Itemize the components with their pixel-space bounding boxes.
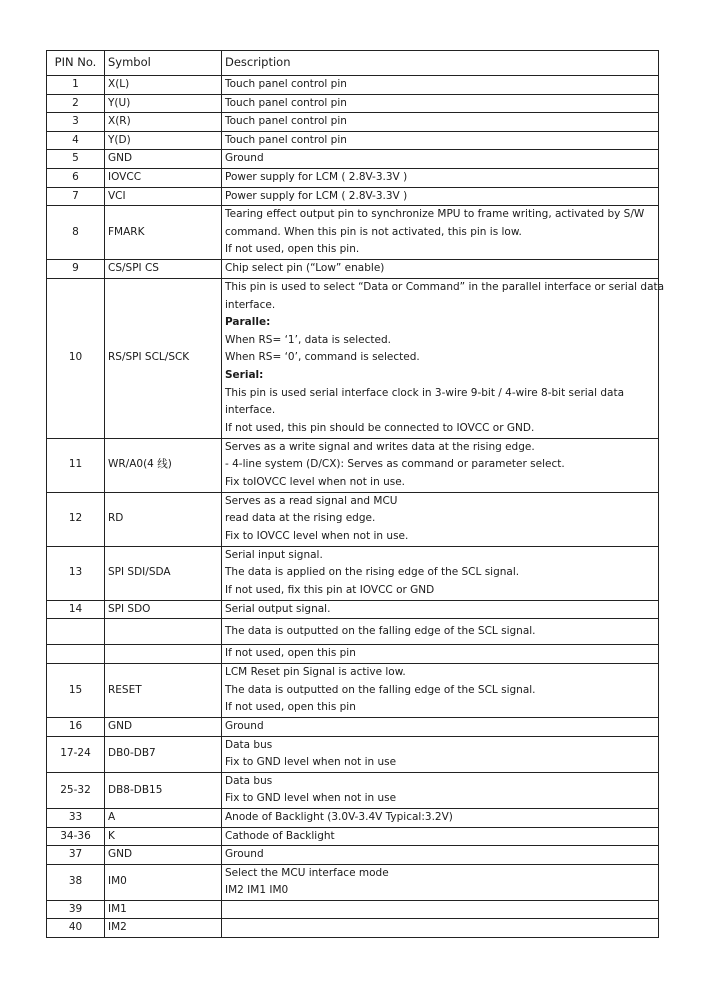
pin-number-cell: 40	[47, 919, 105, 938]
description-cell	[222, 919, 659, 938]
symbol-cell: RD	[105, 492, 222, 546]
symbol-cell: X(L)	[105, 76, 222, 95]
symbol-cell: Y(D)	[105, 131, 222, 150]
description-cell	[222, 76, 659, 95]
description-line: If not used, open this pin	[225, 701, 356, 714]
description-subheading: Paralle:	[225, 316, 271, 329]
description-line: This pin is used to select “Data or Command” in the parallel interface or serial data	[225, 281, 665, 294]
pin-definition-table	[46, 50, 665, 938]
pin-number-cell: 33	[47, 808, 105, 827]
symbol-cell: Y(U)	[105, 94, 222, 113]
symbol-cell: IM2	[105, 919, 222, 938]
table-row	[47, 438, 659, 492]
symbol-cell: K	[105, 827, 222, 846]
description-cell	[222, 187, 659, 206]
table-row	[47, 76, 659, 95]
description-line: IM2 IM1 IM0	[225, 884, 289, 897]
symbol-cell	[105, 619, 222, 645]
pin-number-cell: 8	[47, 206, 105, 260]
symbol-cell: RESET	[105, 663, 222, 717]
symbol-cell: CS/SPI CS	[105, 260, 222, 279]
description-line: Ground	[225, 152, 264, 165]
description-line: read data at the rising edge.	[225, 512, 376, 525]
description-line: This pin is used serial interface clock in 3-wire 9-bit / 4-wire 8-bit serial data	[225, 386, 625, 399]
table-row	[47, 206, 659, 260]
description-cell	[222, 827, 659, 846]
description-line: Data bus	[225, 774, 273, 787]
header-symbol: Symbol	[105, 51, 222, 76]
table-header-row	[47, 51, 659, 76]
pin-number-cell: 16	[47, 717, 105, 736]
description-line: Fix to GND level when not in use	[225, 756, 397, 769]
symbol-cell: X(R)	[105, 113, 222, 132]
pin-number-cell: 37	[47, 846, 105, 865]
pin-number-cell: 34-36	[47, 827, 105, 846]
description-line: - 4-line system (D/CX): Serves as command or parameter select.	[225, 458, 565, 471]
pin-number-cell: 1	[47, 76, 105, 95]
description-line: Anode of Backlight (3.0V-3.4V Typical:3.2V)	[225, 810, 453, 823]
description-line: If not used, open this pin	[225, 647, 356, 660]
pin-number-cell: 2	[47, 94, 105, 113]
pin-number-cell: 25-32	[47, 772, 105, 808]
table-row	[47, 736, 659, 772]
description-cell	[222, 864, 659, 900]
description-line: Touch panel control pin	[225, 96, 347, 109]
table-row	[47, 846, 659, 865]
pin-number-cell: 12	[47, 492, 105, 546]
table-row	[47, 94, 659, 113]
description-line: The data is applied on the rising edge of the SCL signal.	[225, 566, 520, 579]
table-row	[47, 919, 659, 938]
table-row	[47, 187, 659, 206]
description-cell	[222, 546, 659, 600]
description-cell	[222, 150, 659, 169]
description-line: Fix to IOVCC level when not in use.	[225, 530, 409, 543]
table-row	[47, 827, 659, 846]
description-line: Select the MCU interface mode	[225, 866, 389, 879]
symbol-cell: GND	[105, 150, 222, 169]
table-row	[47, 645, 659, 664]
pin-number-cell: 13	[47, 546, 105, 600]
description-cell	[222, 846, 659, 865]
description-cell	[222, 260, 659, 279]
description-cell	[222, 94, 659, 113]
description-line: Chip select pin (“Low” enable)	[225, 262, 385, 275]
pin-number-cell: 15	[47, 663, 105, 717]
header-pin-no: PIN No.	[47, 51, 105, 76]
pin-number-cell: 38	[47, 864, 105, 900]
description-line: interface.	[225, 404, 276, 417]
table-row	[47, 600, 659, 619]
pin-number-cell: 7	[47, 187, 105, 206]
table-row	[47, 131, 659, 150]
symbol-cell: VCI	[105, 187, 222, 206]
description-line: Ground	[225, 848, 264, 861]
description-cell	[222, 206, 659, 260]
table-row	[47, 278, 659, 438]
symbol-cell: GND	[105, 717, 222, 736]
description-cell	[222, 438, 659, 492]
table-row	[47, 900, 659, 919]
pin-number-cell: 5	[47, 150, 105, 169]
table-row	[47, 717, 659, 736]
symbol-cell: IM1	[105, 900, 222, 919]
pin-number-cell	[47, 645, 105, 664]
pin-number-cell: 3	[47, 113, 105, 132]
pin-number-cell: 10	[47, 278, 105, 438]
description-cell	[222, 492, 659, 546]
description-cell	[222, 900, 659, 919]
description-line: Serial output signal.	[225, 602, 331, 615]
table-row	[47, 546, 659, 600]
symbol-cell: A	[105, 808, 222, 827]
symbol-cell: IM0	[105, 864, 222, 900]
description-line: Fix to GND level when not in use	[225, 792, 397, 805]
description-line: If not used, fix this pin at IOVCC or GND	[225, 584, 435, 597]
description-line: When RS= ‘1’, data is selected.	[225, 333, 391, 346]
table-row	[47, 663, 659, 717]
description-cell	[222, 772, 659, 808]
description-subheading: Serial:	[225, 369, 264, 382]
symbol-cell	[105, 645, 222, 664]
table-body	[47, 76, 665, 938]
description-cell	[222, 736, 659, 772]
description-cell	[222, 645, 659, 664]
description-cell	[222, 808, 659, 827]
table-row	[47, 150, 659, 169]
description-cell	[222, 278, 665, 438]
table-row	[47, 492, 659, 546]
description-cell	[222, 619, 659, 645]
description-line: LCM Reset pin Signal is active low.	[225, 666, 406, 679]
pin-number-cell	[47, 619, 105, 645]
symbol-cell: WR/A0(4 线)	[105, 438, 222, 492]
pin-number-cell: 6	[47, 168, 105, 187]
table-row	[47, 808, 659, 827]
table-row	[47, 772, 659, 808]
pin-number-cell: 39	[47, 900, 105, 919]
symbol-cell: IOVCC	[105, 168, 222, 187]
table-row	[47, 619, 659, 645]
description-cell	[222, 113, 659, 132]
symbol-cell: RS/SPI SCL/SCK	[105, 278, 222, 438]
symbol-cell: FMARK	[105, 206, 222, 260]
description-line: The data is outputted on the falling edge of the SCL signal.	[225, 683, 536, 696]
pin-number-cell: 4	[47, 131, 105, 150]
table-row	[47, 113, 659, 132]
table-row	[47, 168, 659, 187]
symbol-cell: DB0-DB7	[105, 736, 222, 772]
description-line: Tearing effect output pin to synchronize MPU to frame writing, activated by S/W	[225, 208, 645, 221]
table-row	[47, 864, 659, 900]
symbol-cell: GND	[105, 846, 222, 865]
symbol-cell: DB8-DB15	[105, 772, 222, 808]
description-line: The data is outputted on the falling edge of the SCL signal.	[225, 625, 536, 638]
description-line: Power supply for LCM ( 2.8V-3.3V )	[225, 189, 408, 202]
table-row	[47, 260, 659, 279]
header-description: Description	[222, 51, 659, 76]
description-line: Ground	[225, 719, 264, 732]
pin-number-cell: 11	[47, 438, 105, 492]
pin-number-cell: 14	[47, 600, 105, 619]
description-line: Data bus	[225, 738, 273, 751]
description-cell	[222, 131, 659, 150]
description-line: interface.	[225, 298, 276, 311]
description-line: Touch panel control pin	[225, 133, 347, 146]
symbol-cell: SPI SDO	[105, 600, 222, 619]
symbol-cell: SPI SDI/SDA	[105, 546, 222, 600]
description-line: command. When this pin is not activated, this pin is low.	[225, 225, 522, 238]
description-line: Fix toIOVCC level when not in use.	[225, 476, 406, 489]
description-cell	[222, 600, 659, 619]
description-line: Touch panel control pin	[225, 78, 347, 90]
description-line: When RS= ‘0’, command is selected.	[225, 351, 420, 364]
description-line: Serial input signal.	[225, 548, 323, 561]
description-cell	[222, 663, 659, 717]
pin-number-cell: 9	[47, 260, 105, 279]
description-cell	[222, 717, 659, 736]
description-cell	[222, 168, 659, 187]
description-line: If not used, this pin should be connected to IOVCC or GND.	[225, 421, 535, 434]
description-line: Serves as a write signal and writes data at the rising edge.	[225, 440, 535, 453]
description-line: Serves as a read signal and MCU	[225, 494, 398, 507]
pin-number-cell: 17-24	[47, 736, 105, 772]
description-line: Power supply for LCM ( 2.8V-3.3V )	[225, 170, 408, 183]
description-line: Cathode of Backlight	[225, 829, 335, 842]
description-line: Touch panel control pin	[225, 115, 347, 128]
description-line: If not used, open this pin.	[225, 243, 360, 256]
